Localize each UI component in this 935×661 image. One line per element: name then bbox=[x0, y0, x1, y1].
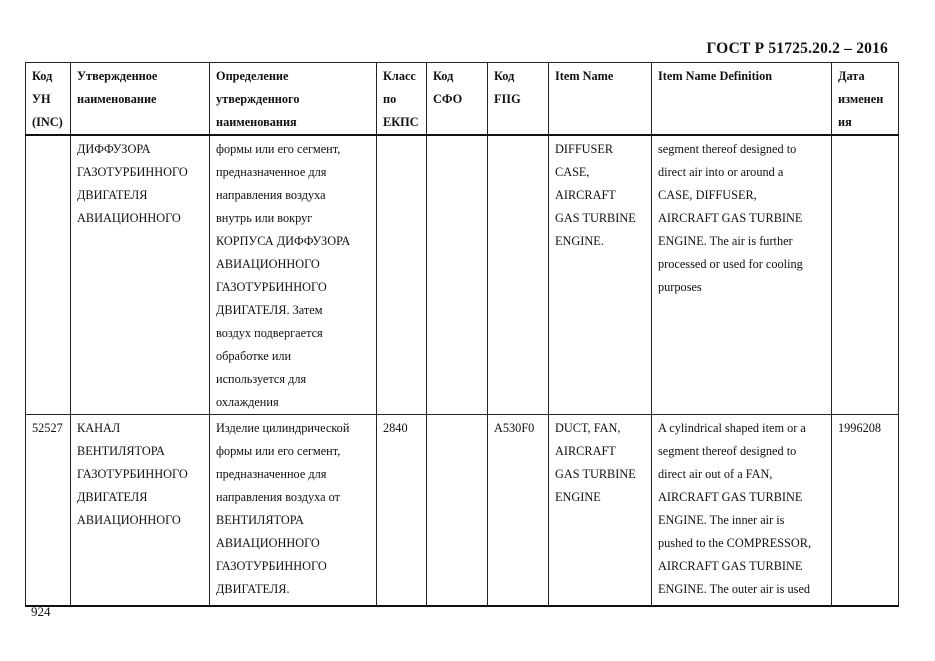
document-standard-header: ГОСТ Р 51725.20.2 – 2016 bbox=[706, 40, 888, 57]
cell-inc: 52527 bbox=[26, 415, 71, 606]
table-row bbox=[26, 135, 899, 415]
cell-definition: Изделие цилиндрической формы или его сегмент, предназначенное для направления воздуха от ВЕНТИЛЯТОРА АВИАЦИОННОГО ГАЗОТУРБИННОГО ДВИГАТЕЛЯ. bbox=[210, 415, 377, 606]
cell-inc bbox=[26, 135, 71, 415]
column-header-fiig-code: Код FIIG bbox=[488, 63, 549, 136]
cell-fiig-code bbox=[488, 135, 549, 415]
cell-item-name: DUCT, FAN, AIRCRAFT GAS TURBINE ENGINE bbox=[549, 415, 652, 606]
table-header-row bbox=[26, 63, 899, 136]
column-header-sfo-code: Код СФО bbox=[427, 63, 488, 136]
cell-item-name-definition: A cylindrical shaped item or a segment thereof designed to direct air out of a FAN, AIRCRAFT GAS TURBINE ENGINE. The inner air is pushed to the COMPRESSOR, AIRCRAFT GAS TURBINE ENGINE. The outer air is used bbox=[652, 415, 832, 606]
column-header-approved-name: Утвержденное наименование bbox=[71, 63, 210, 136]
cell-ekps-class: 2840 bbox=[377, 415, 427, 606]
cell-change-date: 1996208 bbox=[832, 415, 899, 606]
table-row bbox=[26, 415, 899, 606]
cell-item-name-definition: segment thereof designed to direct air into or around a CASE, DIFFUSER, AIRCRAFT GAS TURBINE ENGINE. The air is further processed or used for cooling purposes bbox=[652, 135, 832, 415]
cell-approved-name: ДИФФУЗОРА ГАЗОТУРБИННОГО ДВИГАТЕЛЯ АВИАЦИОННОГО bbox=[71, 135, 210, 415]
cell-sfo-code bbox=[427, 135, 488, 415]
column-header-change-date: Дата изменен ия bbox=[832, 63, 899, 136]
catalog-table bbox=[25, 62, 899, 607]
column-header-inc: Код УН (INC) bbox=[26, 63, 71, 136]
column-header-item-name: Item Name bbox=[549, 63, 652, 136]
column-header-ekps-class: Класс по ЕКПС bbox=[377, 63, 427, 136]
cell-approved-name: КАНАЛ ВЕНТИЛЯТОРА ГАЗОТУРБИННОГО ДВИГАТЕЛЯ АВИАЦИОННОГО bbox=[71, 415, 210, 606]
cell-sfo-code bbox=[427, 415, 488, 606]
cell-ekps-class bbox=[377, 135, 427, 415]
cell-item-name: DIFFUSER CASE, AIRCRAFT GAS TURBINE ENGINE. bbox=[549, 135, 652, 415]
page-number: 924 bbox=[31, 604, 51, 619]
cell-change-date bbox=[832, 135, 899, 415]
column-header-item-name-definition: Item Name Definition bbox=[652, 63, 832, 136]
cell-definition: формы или его сегмент, предназначенное для направления воздуха внутрь или вокруг КОРПУСА ДИФФУЗОРА АВИАЦИОННОГО ГАЗОТУРБИННОГО ДВИГАТЕЛЯ. Затем воздух подвергается обработке или используется для охлаждения bbox=[210, 135, 377, 415]
column-header-definition: Определение утвержденного наименования bbox=[210, 63, 377, 136]
cell-fiig-code: A530F0 bbox=[488, 415, 549, 606]
